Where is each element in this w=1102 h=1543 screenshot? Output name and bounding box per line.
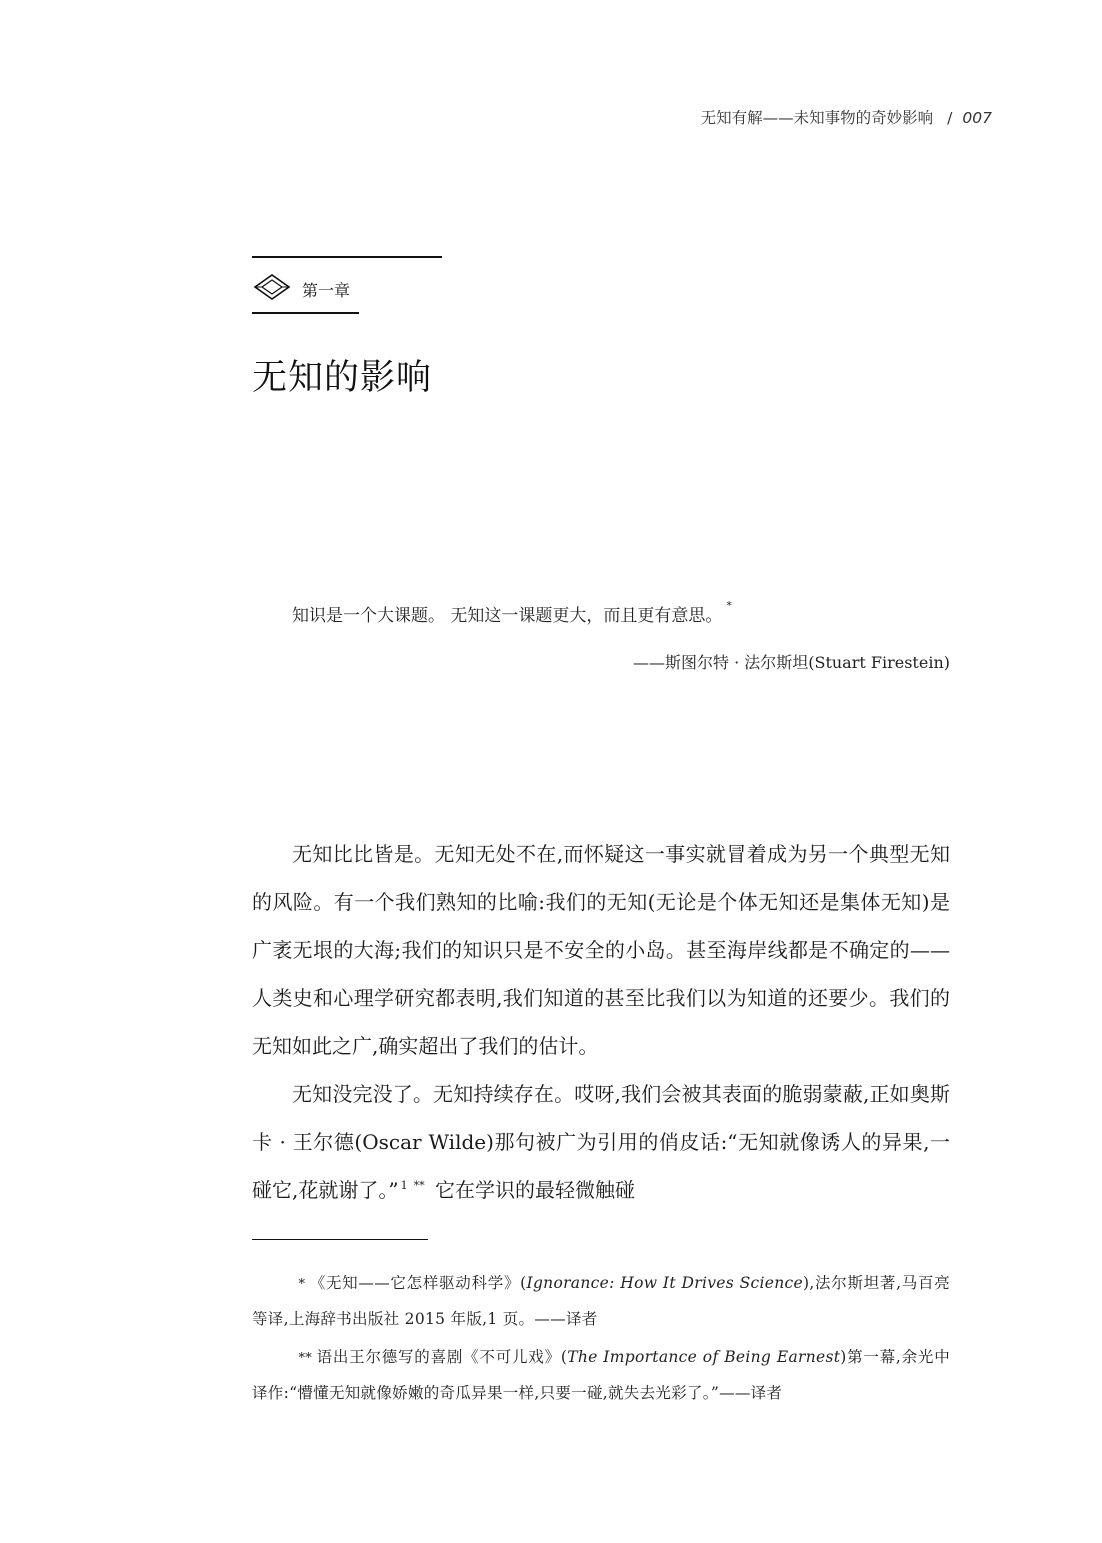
paragraph: 无知比比皆是。无知无处不在,而怀疑这一事实就冒着成为另一个典型无知的风险。有一个我们熟知的比喻:我们的无知(无论是个体无知还是集体无知)是广袤无垠的大海;我们的知识只是不安全的小岛。甚至海岸线都是不确定的——人类史和心理学研究都表明,我们知道的甚至比我们以为知道的还要少。我们的无知如此之广,确实超出了我们的估计。 <box>252 842 950 1058</box>
diamond-ornament-icon <box>252 272 292 306</box>
footnote <box>252 1340 950 1410</box>
paragraph <box>252 1070 950 1214</box>
endnote-ref: 1 <box>400 1179 408 1192</box>
epigraph-attribution: ——斯图尔特 · 法尔斯坦(Stuart Firestein) <box>632 653 950 672</box>
running-head <box>560 106 992 128</box>
epigraph-text: 知识是一个大课题。 无知这一课题更大，而且更有意思。 <box>292 606 723 626</box>
footnote-mark: * <box>298 1277 306 1292</box>
chapter-title: 无知的影响 <box>252 358 433 398</box>
chapter-badge <box>252 272 350 306</box>
footnote-text: 《无知——它怎样驱动科学》( <box>309 1274 527 1292</box>
running-head-title: 无知有解——未知事物的奇妙影响 <box>700 109 934 127</box>
footnote-book-title: Ignorance: How It Drives Science <box>526 1274 804 1292</box>
body-text <box>252 830 950 1214</box>
footnote-rule <box>252 1239 428 1240</box>
epigraph-footnote-marker: * <box>726 599 732 612</box>
footnote-text: 语出王尔德写的喜剧《不可儿戏》( <box>316 1348 568 1366</box>
chapter-label: 第一章 <box>302 280 351 300</box>
chapter-rule-top <box>252 256 442 258</box>
page-number: 007 <box>962 109 992 127</box>
footnote-marker: ** <box>413 1179 425 1192</box>
footnote-play-title: The Importance of Being Earnest <box>567 1348 841 1366</box>
footnote-text: ),法尔斯坦著,马百亮等译,上海辞书出版社 2015 年版,1 页。——译者 <box>252 1274 951 1328</box>
epigraph-quote <box>292 601 732 626</box>
footnote <box>252 1266 950 1336</box>
running-head-separator: / <box>947 109 953 127</box>
paragraph-text: 无知没完没了。无知持续存在。哎呀,我们会被其表面的脆弱蒙蔽,正如奥斯卡 · 王尔德(Oscar Wilde)那句被广为引用的俏皮话:“无知就像诱人的异果,一碰它,花就谢了。” <box>252 1082 950 1202</box>
footnotes <box>252 1266 950 1414</box>
footnote-mark: ** <box>298 1351 313 1366</box>
footnote-text: )第一幕,余光中译作:“懵懂无知就像娇嫩的奇瓜异果一样,只要一碰,就失去光彩了。”——译者 <box>252 1348 950 1402</box>
paragraph-text-continued: 它在学识的最轻微触碰 <box>428 1178 635 1202</box>
chapter-rule-bottom <box>252 312 359 314</box>
